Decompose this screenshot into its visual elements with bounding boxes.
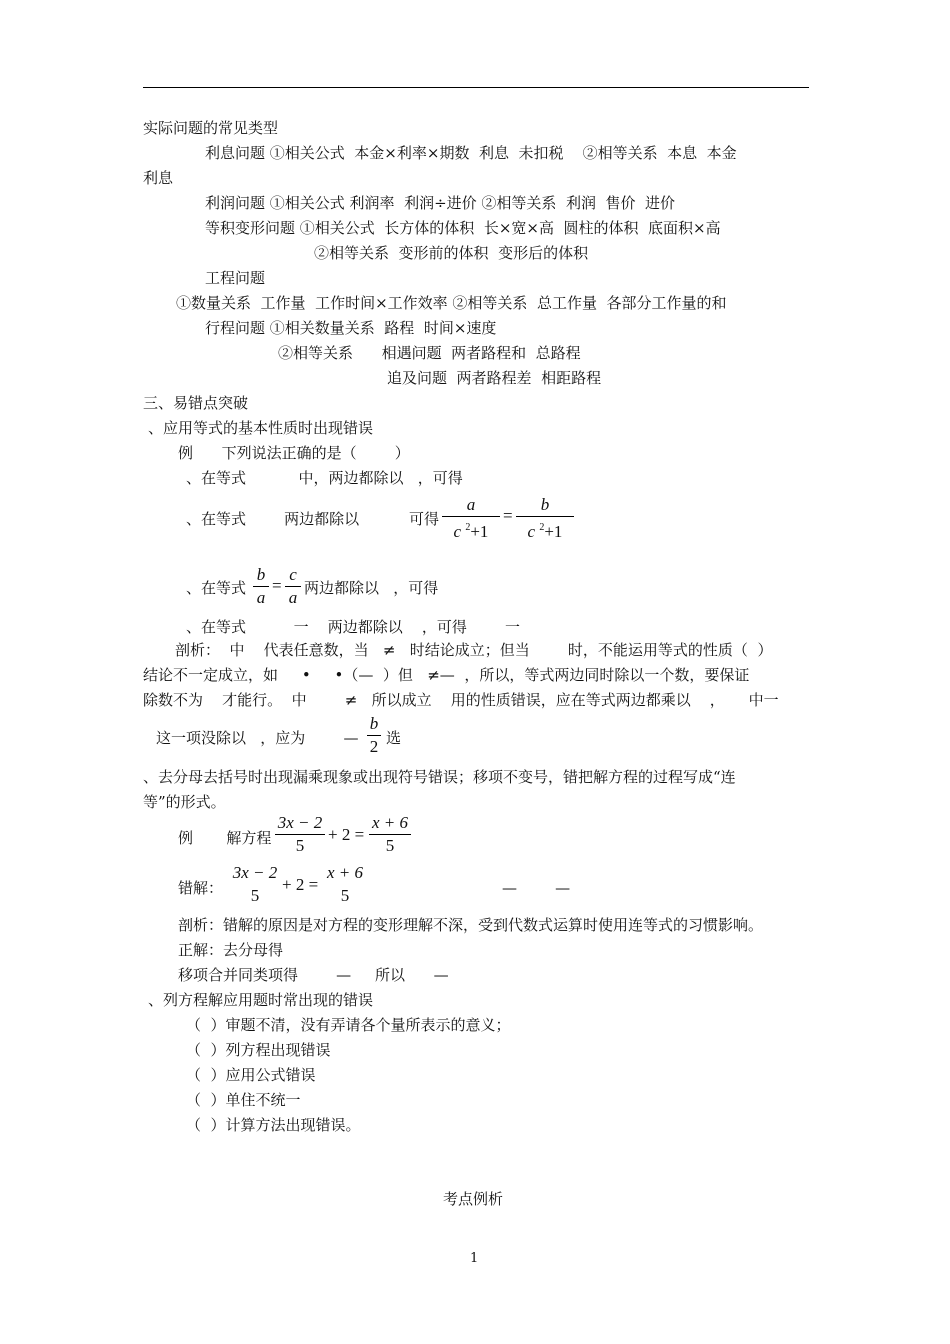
fraction-b-over-c2plus1: b c $^2$+1 [516, 494, 574, 543]
list-item: （ ）应用公式错误 [186, 1066, 316, 1084]
text-line: 选 [386, 729, 402, 747]
text-line: 追及问题 两者路程差 相距路程 [387, 369, 602, 387]
list-item: （ ）列方程出现错误 [186, 1041, 331, 1059]
text-line: 等”的形式。 [143, 793, 226, 811]
text-line: 工程问题 [205, 269, 266, 287]
footer-title: 考点例析 [443, 1190, 504, 1208]
text-line: 利息问题 ①相关公式 本金×利率×期数 利息 未扣税 ②相等关系 本息 本金 [205, 144, 737, 162]
header-rule [143, 87, 809, 88]
text-line: 、在等式 一 两边都除以 ，可得 一 [186, 618, 520, 636]
text-line: 可得 [409, 510, 440, 528]
subsection-heading: 、列方程解应用题时常出现的错误 [148, 991, 374, 1009]
text-line: ②相等关系 变形前的体积 变形后的体积 [314, 244, 589, 262]
text-line: 结论不一定成立，如 • •（— ）但 ≠— ，所以，等式两边同时除以一个数，要保证 [143, 666, 750, 684]
text-line: 例 下列说法正确的是（ ） [178, 444, 410, 462]
fraction-a-over-c2plus1: a c $^2$+1 [442, 494, 500, 543]
text-line: 、在等式 [186, 579, 247, 597]
text-line: 、在等式 两边都除以 [186, 510, 360, 528]
fraction-x-plus-6-over-5: x + 6 5 [369, 812, 411, 857]
equals-sign: = [503, 506, 513, 525]
text-line: 这一项没除以 ，应为 — [156, 729, 359, 747]
fraction-x-plus-6-over-5: x + 6 5 [326, 863, 364, 905]
fraction-3x-minus-2-over-5: 3x − 2 5 [275, 812, 325, 857]
plus-two-equals: + 2 = [328, 825, 365, 844]
fraction-3x-minus-2-over-5: 3x − 2 5 [232, 863, 278, 905]
equals-sign: = [272, 576, 282, 595]
text-line: ②相等关系 相遇问题 两者路程和 总路程 [278, 344, 581, 362]
text-line: 除数不为 才能行。 中 ≠ 所以成立 用的性质错误，应在等式两边都乘以 ， 中一 [143, 691, 779, 709]
list-item: （ ）审题不清，没有弄请各个量所表示的意义； [186, 1016, 511, 1034]
text-line: 行程问题 ①相关数量关系 路程 时间×速度 [205, 319, 497, 337]
text-line: ①数量关系 工作量 工作时间×工作效率 ②相等关系 总工作量 各部分工作量的和 [176, 294, 727, 312]
plus-two-equals: + 2 = [282, 875, 319, 894]
text-line: 剖析：错解的原因是对方程的变形理解不深，受到代数式运算时使用连等式的习惯影响。 [178, 916, 764, 934]
fraction-b-over-2: b 2 [367, 713, 381, 758]
section-heading: 实际问题的常见类型 [143, 119, 279, 137]
fraction-c-over-a: c a [285, 564, 301, 609]
text-line: 、在等式 中，两边都除以 ，可得 [186, 469, 463, 487]
text-line: — — [502, 879, 571, 897]
text-line: 正解：去分母得 [178, 941, 284, 959]
list-item: （ ）计算方法出现错误。 [186, 1116, 361, 1134]
text-line: 两边都除以 ，可得 [304, 579, 439, 597]
text-line: 等积变形问题 ①相关公式 长方体的体积 长×宽×高 圆柱的体积 底面积×高 [205, 219, 721, 237]
text-line: 错解： [178, 879, 224, 897]
text-line: 移项合并同类项得 — 所以 — [178, 966, 449, 984]
subsection-heading: 、应用等式的基本性质时出现错误 [148, 419, 374, 437]
text-line: 剖析： 中 代表任意数，当 ≠ 时结论成立；但当 时，不能运用等式的性质（ ） [175, 641, 773, 659]
page-number: 1 [470, 1251, 479, 1266]
text-line: 例 解方程 [178, 829, 272, 847]
text-line: 利息 [143, 169, 174, 187]
text-line: 利润问题 ①相关公式 利润率 利润÷进价 ②相等关系 利润 售价 进价 [205, 194, 676, 212]
fraction-b-over-a: b a [253, 564, 269, 609]
list-item: （ ）单住不统一 [186, 1091, 301, 1109]
section-heading: 三、易错点突破 [143, 394, 249, 412]
subsection-heading: 、去分母去括号时出现漏乘现象或出现符号错误；移项不变号，错把解方程的过程写成“连 [143, 768, 736, 786]
